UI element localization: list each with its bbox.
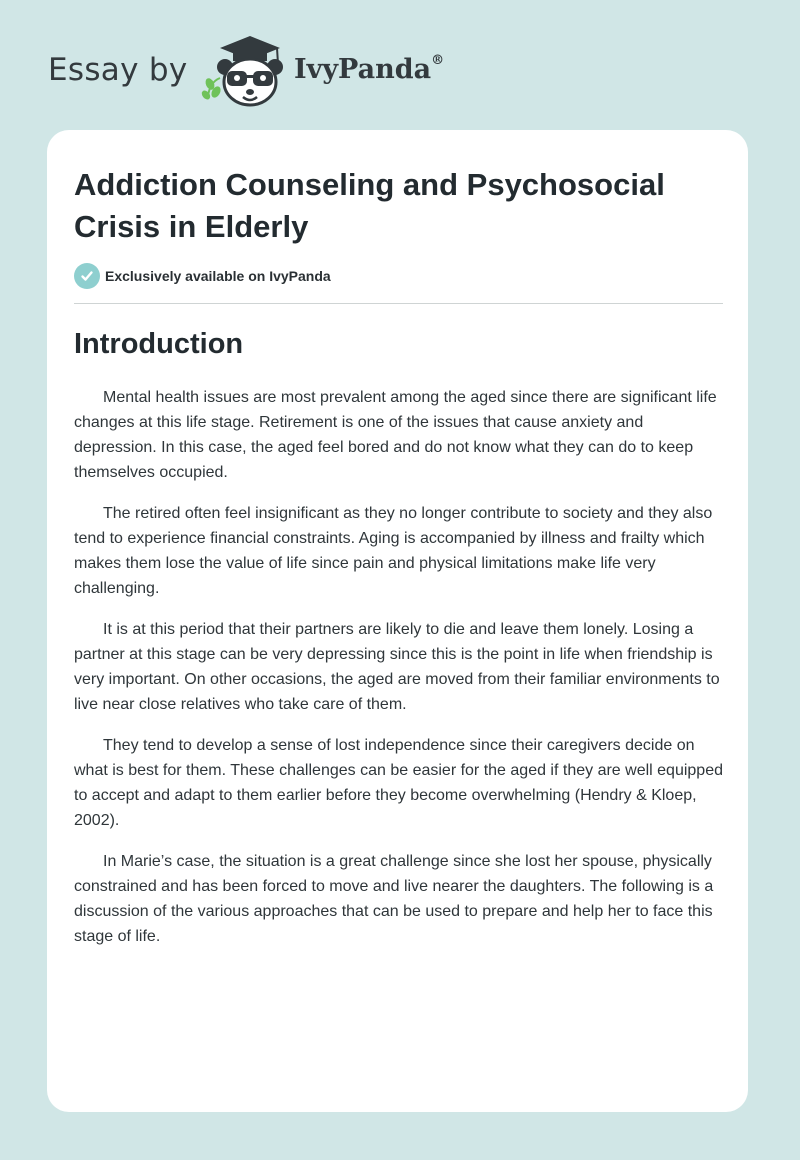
paragraph: Mental health issues are most prevalent among the aged since there are significant life changes at this life stage. Retirement is one of the issues that cause anxiety and depression. In this case, the aged feel bored and do not know what they can do to keep themselves occupied. [74, 389, 717, 481]
check-circle-icon [74, 263, 100, 289]
paragraph: In Marie’s case, the situation is a great challenge since she lost her spouse, physically constrained and has been forced to move and live nearer the daughters. The following is a discussion of the various approaches that can be used to prepare and help her to face this stage of life. [74, 853, 714, 945]
exclusive-badge [74, 263, 331, 289]
site-header [48, 34, 528, 114]
brand-name[interactable] [294, 54, 444, 85]
essay-by-label: Essay by [48, 52, 188, 88]
article-body [74, 385, 724, 965]
paragraph: It is at this period that their partners are likely to die and leave them lonely. Losing a partner at this stage can be very depressing since this is the point in life when friendship is very important. On other occasions, the aged are moved from their familiar environments to live near close relatives who take care of them. [74, 621, 720, 713]
section-heading-introduction: Introduction [74, 328, 244, 360]
article-title: Addiction Counseling and Psychosocial Crisis in Elderly [74, 167, 665, 244]
registered-mark: ® [431, 53, 445, 68]
article-card [47, 130, 748, 1112]
paragraph: The retired often feel insignificant as they no longer contribute to society and they also tend to experience financial constraints. Aging is accompanied by illness and frailty which makes them lose the value of life since pain and physical limitations make life very challenging. [74, 505, 713, 597]
paragraph: They tend to develop a sense of lost independence since their caregivers decide on what is best for them. These challenges can be easier for the aged if they are well equipped to accept and adapt to them earlier before they become overwhelming (Hendry & Kloep, 2002). [74, 737, 723, 829]
panda-graduate-icon[interactable] [200, 34, 292, 110]
title-divider [74, 303, 723, 304]
brand-name-text: IvyPanda [294, 54, 432, 85]
exclusive-badge-label: Exclusively available on IvyPanda [105, 268, 331, 284]
